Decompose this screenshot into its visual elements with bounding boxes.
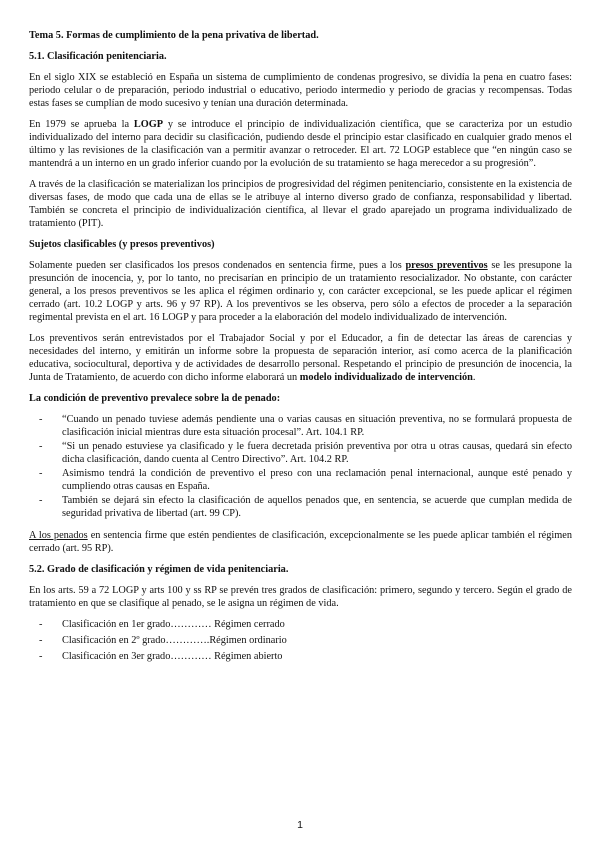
grades-list (29, 618, 572, 663)
paragraph-history: En el siglo XIX se estableció en España un sistema de cumplimiento de condenas progresivo, se dividía la pena en cuatro fases: periodo celular o de preparación, periodo industrial o educativo, periodo intermedio y periodo de gracias y recompensas. Todas estas fases se cumplían de modo sucesivo y tenían una duración determinada. (29, 72, 572, 109)
subheading-sujetos: Sujetos clasificables (y presos preventivos) (29, 239, 215, 250)
paragraph-logp: En 1979 se aprueba la LOGP y se introduce el principio de individualización científica, que se caracteriza por un estudio individualizado del interno para decidir su clasificación, pudiendo desde el principio estar clasificado en cualquier grado menos el último y las revisiones de la clasificación van a permitir avanzar o retroceder. El art. 72 LOGP establece que “en ningún caso se mantendrá a un interno en un grado inferior cuando por la evolución de su tratamiento se haga merecedor a su progresión”. (29, 119, 573, 169)
list-item: - Clasificación en 1er grado………… Régimen cerrado (39, 619, 285, 630)
list-item: - Clasificación en 3er grado………… Régimen abierto (39, 651, 283, 662)
paragraph-interview: Los preventivos serán entrevistados por el Trabajador Social y por el Educador, a fin de detectar las áreas de carencias y necesidades del interno, y emitirán un informe sobre la propuesta de separación interior, así como acerca de la planificación educativa, sociocultural, deportiva y de actividades de desarrollo personal. Respetando el principio de presunción de inocencia, la Junta de Tratamiento, de acuerdo con dicho informe elaborará un modelo individualizado de intervención. (29, 333, 572, 383)
document-title: Tema 5. Formas de cumplimiento de la pena privativa de libertad. (29, 30, 319, 41)
logp-term: LOGP (133, 119, 164, 130)
list-item: - “Cuando un penado tuviese además pendiente una o varias causas en situación preventiva, no se formulará propuesta de clasificación inicial mientras dure esta situación procesal”. Art. 104.1 RP. (39, 414, 572, 438)
list-item: - “Si un penado estuviese ya clasificado y le fuera decretada prisión preventiva por otra u otras causas, quedará sin efecto dicha clasificación, dando cuenta al Centro Directivo”. Art. 104.2 RP. (39, 441, 572, 465)
paragraph-grades: En los arts. 59 a 72 LOGP y arts 100 y ss RP se prevén tres grados de clasificación: primero, segundo y tercero. Según el grado de tratamiento en que se clasifique al penado, se le asigna un régimen de vida. (29, 585, 572, 609)
subheading-condicion: La condición de preventivo prevalece sobre la de penado: (29, 393, 281, 404)
section-heading-5-2: 5.2. Grado de clasificación y régimen de vida penitenciaria. (29, 564, 289, 575)
presos-preventivos-term: presos preventivos (405, 260, 488, 271)
paragraph-progressivity: A través de la clasificación se materializan los principios de progresividad del régimen penitenciario, consistente en la existencia de diversas fases, de modo que cada una de ellas se le atribuye al interno diverso grado de confianza, responsabilidad y libertad. También se concreta el principio de individualización científica, al llevar el grado aparejado un programa individualizado de tratamiento (PIT). (29, 179, 572, 229)
condition-list (29, 413, 572, 520)
modelo-intervencion-term: modelo individualizado de intervención (299, 372, 473, 383)
page-content (29, 29, 572, 666)
list-item: - Clasificación en 2º grado………….Régimen ordinario (39, 635, 287, 646)
a-los-penados-term: A los penados (29, 530, 88, 541)
paragraph-penados: A los penados en sentencia firme que estén pendientes de clasificación, excepcionalmente se les puede aplicar también el régimen cerrado (art. 95 RP). (29, 530, 572, 554)
section-heading-5-1: 5.1. Clasificación penitenciaria. (29, 51, 167, 62)
paragraph-preventive-prisoners: Solamente pueden ser clasificados los presos condenados en sentencia firme, pues a los presos preventivos se les presupone la presunción de inocencia, y, por lo tanto, no precisarían en principio de un tratamiento resocializador. No obstante, con carácter general, a los presos preventivos se les aplica el régimen ordinario y, con carácter excepcional, se les puede aplicar el régimen cerrado (art. 10.2 LOGP y arts. 96 y 97 RP). A los preventivos se les observa, pero sólo a efectos de proceder a la separación regimental prevista en el art. 16 LOGP y para proceder a la elaboración del modelo individualizado de intervención. (29, 260, 573, 323)
list-item: - Asimismo tendrá la condición de preventivo el preso con una reclamación penal internacional, aunque esté penado y cumpliendo otras causas en España. (39, 468, 572, 492)
list-item: - También se dejará sin efecto la clasificación de aquellos penados que, en sentencia, se acuerde que cumplan medida de seguridad privativa de libertad (art. 99 CP). (39, 495, 572, 519)
page-number: 1 (297, 819, 303, 831)
